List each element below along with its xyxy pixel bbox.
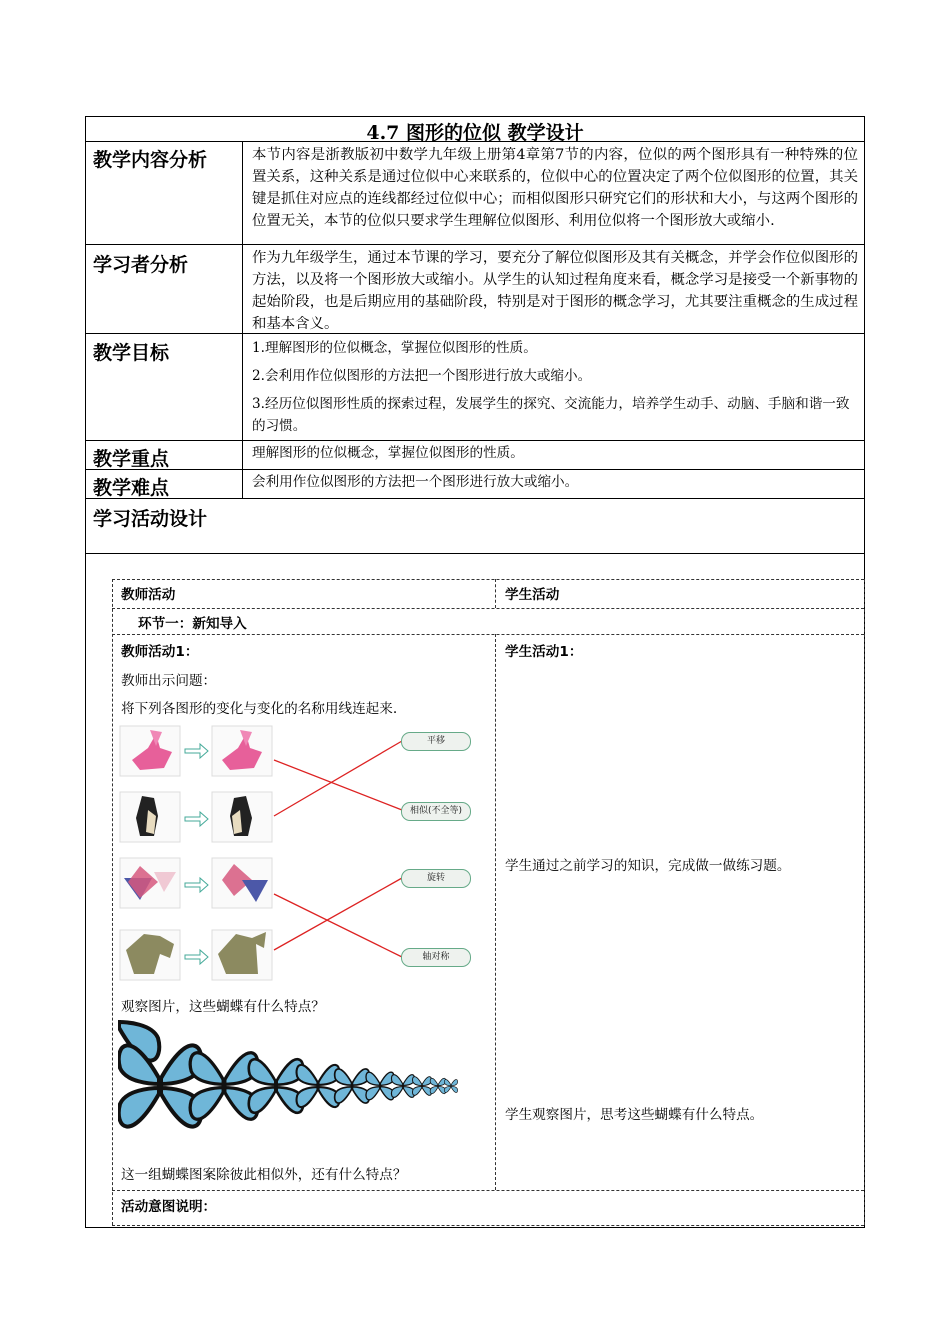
arrow-right-icon <box>185 878 208 892</box>
student-activity-text: 学生观察图片，思考这些蝴蝶有什么特点。 <box>505 1107 764 1123</box>
butterfly-icon <box>335 1069 370 1103</box>
butterfly-icon <box>190 1053 258 1120</box>
label-axis-symmetry: 轴对称 <box>401 948 471 967</box>
teacher-line: 教师出示问题： <box>121 673 217 689</box>
butterfly-figure <box>118 1020 468 1155</box>
butterfly-icon <box>413 1077 432 1096</box>
match-line <box>274 760 402 810</box>
objective-item: 3.经历位似图形性质的探索过程，发展学生的探究、交流能力，培养学生动手、动脑、手脑和谐一致的习惯。 <box>252 396 850 434</box>
stage-heading: 环节一：新知导入 <box>138 616 247 632</box>
label-translation: 平移 <box>401 732 471 751</box>
matching-exercise-figure <box>118 722 478 984</box>
objective-item: 1.理解图形的位似概念，掌握位似图形的性质。 <box>252 340 537 356</box>
butterfly-icon <box>119 1045 201 1126</box>
teacher-activity-header: 教师活动 <box>121 587 176 603</box>
arrow-right-icon <box>185 744 208 758</box>
student-activity-header: 学生活动 <box>505 587 560 603</box>
content-analysis-label: 教学内容分析 <box>93 149 208 171</box>
butterfly-icon <box>249 1059 303 1113</box>
key-point-label: 教学重点 <box>93 448 170 470</box>
arrow-right-icon <box>185 950 208 964</box>
student-activity-text: 学生通过之前学习的知识，完成做一做练习题。 <box>505 858 791 874</box>
learner-analysis-label: 学习者分析 <box>93 254 189 276</box>
learner-analysis-text: 作为九年级学生，通过本节课的学习，要充分了解位似图形及其有关概念，并学会作位似图形的方法，以及将一个图形放大或缩小。从学生的认知过程角度来看，概念学习是接受一个新事物的起始阶段，也是后期应用的基础阶段，特别是对于图形的概念学习，尤其要注重概念的生成过程和基本含义。 <box>252 250 858 332</box>
activity-design-label: 学习活动设计 <box>93 508 208 530</box>
butterfly-icon <box>444 1080 457 1093</box>
label-rotation: 旋转 <box>401 869 471 888</box>
activity-intent-label: 活动意图说明： <box>121 1199 217 1215</box>
butterfly-icon <box>430 1078 446 1093</box>
observe-question: 观察图片，这些蝴蝶有什么特点？ <box>121 999 325 1015</box>
followup-question: 这一组蝴蝶图案除彼此相似外，还有什么特点？ <box>121 1167 407 1183</box>
key-point-text: 理解图形的位似概念，掌握位似图形的性质。 <box>252 445 524 461</box>
document-title: 4.7 图形的位似 教学设计 <box>366 122 584 144</box>
butterfly-icon <box>366 1072 394 1100</box>
butterfly-icon <box>391 1075 414 1098</box>
butterfly-icon <box>297 1065 340 1107</box>
student-activity-title: 学生活动1： <box>505 644 583 660</box>
match-line <box>274 741 402 816</box>
difficulty-text: 会利用作位似图形的方法把一个图形进行放大或缩小。 <box>252 474 579 490</box>
teacher-activity-title: 教师活动1： <box>121 644 199 660</box>
objectives-label: 教学目标 <box>93 342 170 364</box>
label-similar: 相似(不全等) <box>401 802 471 821</box>
match-line <box>274 878 402 950</box>
content-analysis-text: 本节内容是浙教版初中数学九年级上册第4章第7节的内容，位似的两个图形具有一种特殊的位置关系，这种关系是通过位似中心来联系的，位似中心的位置决定了两个位似图形的位置，其关键是抓住对应点的连线都经过位似中心；而相似图形只研究它们的形状和大小，与这两个图形的位置无关，本节的位似只要求学生理解位似图形、利用位似将一个图形放大或缩小. <box>252 147 858 229</box>
arrow-right-icon <box>185 812 208 826</box>
match-line <box>274 894 402 957</box>
objective-item: 2.会利用作位似图形的方法把一个图形进行放大或缩小。 <box>252 368 592 384</box>
teacher-line: 将下列各图形的变化与变化的名称用线连起来. <box>121 701 398 717</box>
difficulty-label: 教学难点 <box>93 477 170 499</box>
